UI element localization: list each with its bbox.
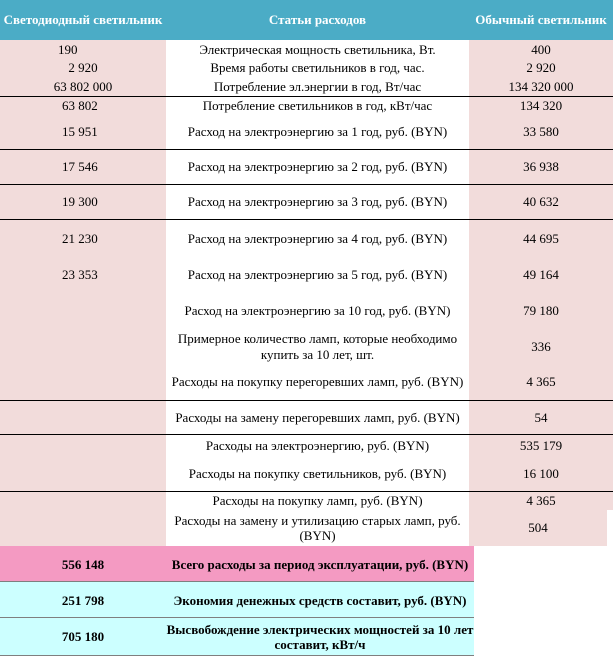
cell-conv: 4 365 [469, 492, 613, 510]
cell-led: 63 802 000 [0, 77, 166, 96]
table-row [0, 257, 613, 292]
cell-led [0, 492, 166, 510]
table-header [0, 0, 613, 40]
summary-divider [0, 581, 474, 582]
cell-conv: 54 [469, 401, 613, 434]
cell-conv: 504 [469, 510, 607, 546]
table-row [0, 435, 613, 456]
cell-item: Примерное количество ламп, которые необходимо купить за 10 лет, шт. [166, 329, 469, 364]
table-row [0, 510, 613, 546]
cell-item: Потребление эл.энергии в год, Вт/час [166, 77, 469, 96]
cell-led [0, 364, 166, 400]
table-row [0, 150, 613, 184]
cell-item: Расход на электроэнергию за 1 год, руб. (BYN) [166, 115, 469, 149]
cell-conv: 36 938 [469, 150, 613, 184]
table-row [0, 292, 613, 329]
cell-led [0, 456, 166, 491]
table-row [0, 185, 613, 219]
cell-conv: 2 920 [469, 59, 613, 77]
cell-item: Расход на электроэнергию за 5 год, руб. (BYN) [166, 257, 469, 292]
cell-item: Расход на электроэнергию за 3 год, руб. (BYN) [166, 185, 469, 219]
cell-conv: 134 320 [469, 97, 613, 115]
cell-conv: 16 100 [469, 456, 613, 491]
cell-item: Расходы на покупку светильников, руб. (BYN) [166, 456, 469, 491]
summary-divider [0, 617, 474, 618]
table-row [0, 97, 613, 115]
cell-led: 23 353 [0, 257, 166, 292]
cell-conv: 4 365 [469, 364, 613, 400]
header-led: Светодиодный светильник [3, 12, 163, 27]
summary-row-savings [0, 582, 474, 618]
cell-item: Расход на электроэнергию за 4 год, руб. (BYN) [166, 220, 469, 257]
cell-led: 190 [0, 40, 166, 59]
summary-row-total [0, 546, 474, 582]
cell-led: 21 230 [0, 220, 166, 257]
cell-item: Расходы на замену перегоревших ламп, руб. (BYN) [166, 401, 469, 434]
summary-label: Высвобождение электрических мощностей за 10 лет составит, кВт/ч [166, 621, 474, 652]
cell-conv: 33 580 [469, 115, 613, 149]
cell-conv: 79 180 [469, 292, 613, 329]
cell-item: Расходы на покупку ламп, руб. (BYN) [166, 492, 469, 510]
cell-item: Расходы на замену и утилизацию старых ламп, руб. (BYN) [166, 510, 469, 546]
cell-led [0, 510, 166, 546]
table-row [0, 364, 613, 400]
table-row [0, 492, 613, 510]
summary-value: 251 798 [61, 592, 105, 608]
cell-item: Расходы на покупку перегоревших ламп, руб. (BYN) [166, 364, 469, 400]
cell-item: Расход на электроэнергию за 10 год, руб. (BYN) [166, 292, 469, 329]
header-conventional: Обычный светильник [475, 12, 607, 27]
table-row [0, 401, 613, 434]
table-row [0, 456, 613, 491]
cell-item: Расход на электроэнергию за 2 год, руб. (BYN) [166, 150, 469, 184]
summary-value: 556 148 [61, 556, 105, 572]
summary-row-power [0, 618, 474, 655]
summary-value: 705 180 [61, 629, 105, 644]
summary-label: Экономия денежных средств составит, руб. (BYN) [173, 592, 467, 608]
table-row [0, 115, 613, 149]
table-row [0, 77, 613, 96]
cell-led: 2 920 [0, 59, 166, 77]
cell-item: Расходы на электроэнергию, руб. (BYN) [166, 435, 469, 456]
cell-led [0, 435, 166, 456]
table-row [0, 59, 613, 77]
cell-conv: 336 [469, 329, 613, 364]
cell-item: Электрическая мощность светильника, Вт. [166, 40, 469, 59]
cell-conv: 400 [469, 40, 613, 59]
cell-led: 15 951 [0, 115, 166, 149]
cell-conv: 134 320 000 [469, 77, 613, 96]
cell-led [0, 292, 166, 329]
table-row [0, 40, 613, 59]
table-row [0, 329, 613, 364]
cell-led [0, 329, 166, 364]
cell-conv: 40 632 [469, 185, 613, 219]
cell-conv: 44 695 [469, 220, 613, 257]
cell-led: 17 546 [0, 150, 166, 184]
cell-led [0, 401, 166, 434]
cell-conv: 535 179 [469, 435, 613, 456]
cell-conv: 49 164 [469, 257, 613, 292]
cell-led: 19 300 [0, 185, 166, 219]
cell-item: Время работы светильников в год, час. [166, 59, 469, 77]
summary-label: Всего расходы за период эксплуатации, руб. (BYN) [171, 556, 469, 572]
header-items: Статьи расходов [268, 12, 367, 27]
cell-item: Потребление светильников в год, кВт/час [166, 97, 469, 115]
cell-led: 63 802 [0, 97, 166, 115]
table-row [0, 220, 613, 257]
